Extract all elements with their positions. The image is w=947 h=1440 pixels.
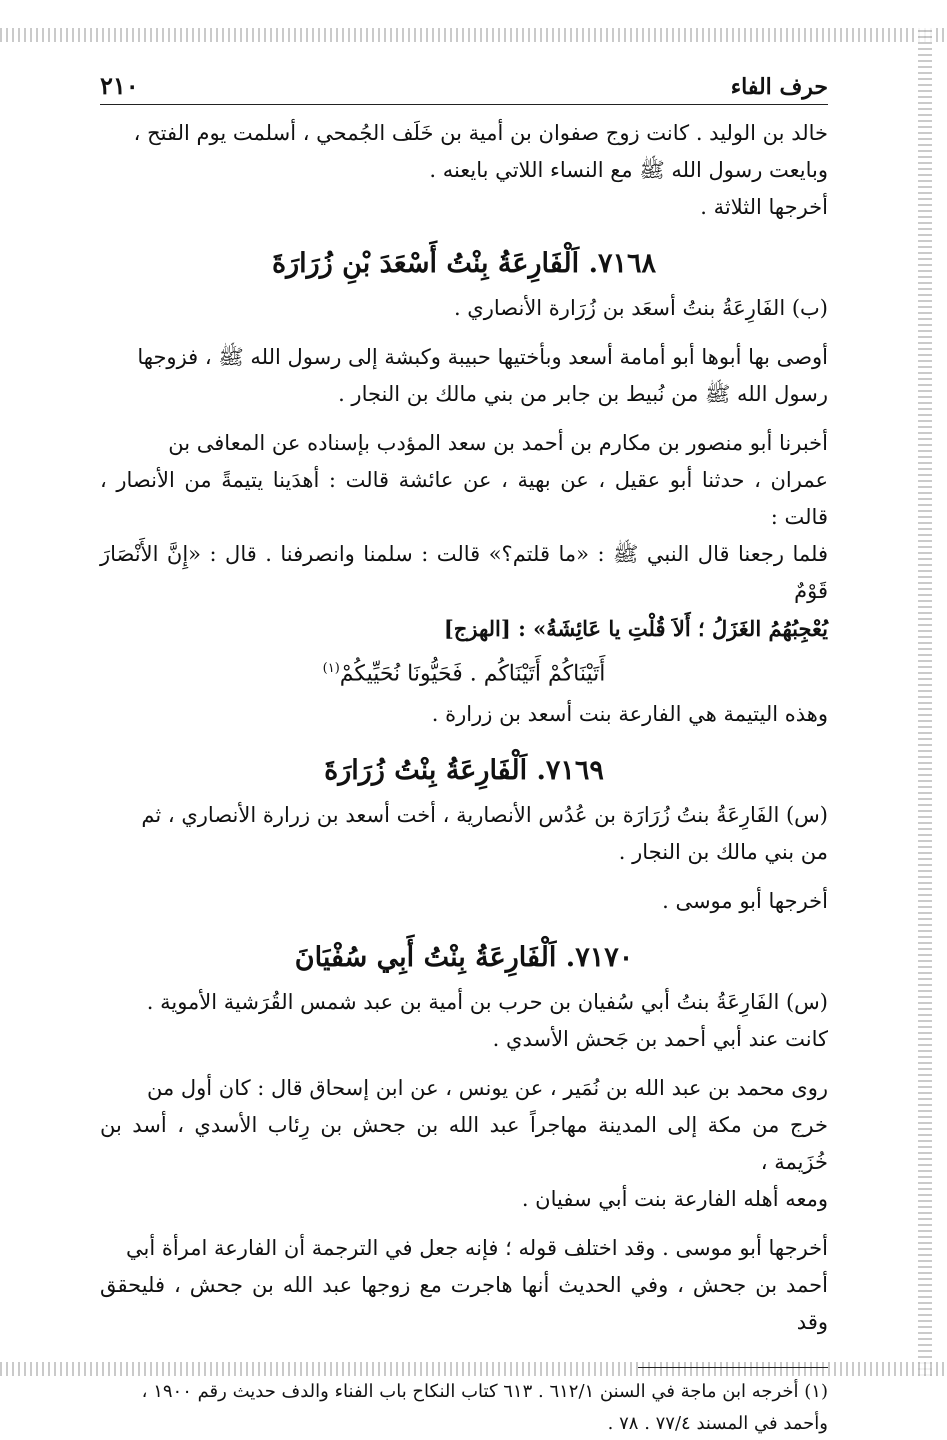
entry-heading: ٧١٦٨. اَلْفَارِعَةُ بِنْتُ أَسْعَدَ بْنِ زُرَارَةَ bbox=[272, 248, 656, 279]
entry-line: من بني مالك بن النجار . bbox=[618, 840, 828, 865]
entry-line: أخرجها أبو موسى . bbox=[662, 889, 828, 914]
running-title: حرف الفاء bbox=[730, 74, 828, 100]
footnote-line: وأحمد في المسند ٧٧/٤ . ٧٨ . bbox=[607, 1413, 828, 1435]
entry-line: وهذه اليتيمة هي الفارعة بنت أسعد بن زرارة . bbox=[431, 702, 828, 727]
page-header bbox=[100, 60, 828, 105]
decorative-border-bottom bbox=[0, 1362, 947, 1376]
footnote-separator bbox=[638, 1367, 828, 1368]
entry-line: خرج من مكة إلى المدينة مهاجراً عبد الله بن جحش بن رِئاب الأسدي ، أسد بن خُزَيمة ، bbox=[100, 1113, 828, 1175]
poem-verse bbox=[100, 649, 828, 694]
entry-line: كانت عند أبي أحمد بن جَحش الأسدي . bbox=[492, 1027, 828, 1052]
entry-line: فلما رجعنا قال النبي ﷺ : «ما قلتم؟» قالت : سلمنا وانصرفنا . قال : «إِنَّ الأَنْصَارَ قَوْمٌ bbox=[100, 542, 828, 603]
entry-line: ومعه أهله الفارعة بنت أبي سفيان . bbox=[521, 1187, 828, 1212]
entry-line: أحمد بن جحش ، وفي الحديث أنها هاجرت مع زوجها عبد الله بن جحش ، فليحقق وقد bbox=[100, 1273, 828, 1335]
entry-line: أوصى بها أبوها أبو أمامة أسعد وبأختيها حبيبة وكبشة إلى رسول الله ﷺ ، فزوجها bbox=[137, 345, 828, 369]
intro-line: خالد بن الوليد . كانت زوج صفوان بن أمية بن خَلَف الجُمحي ، أسلمت يوم الفتح ، bbox=[133, 121, 828, 145]
footnote-marker: (١) bbox=[322, 661, 340, 676]
entry-line: أخبرنا أبو منصور بن مكارم بن أحمد بن سعد المؤدب بإسناده عن المعافى بن bbox=[168, 431, 828, 455]
entry-line: رسول الله ﷺ من نُبيط بن جابر من بني مالك بن النجار . bbox=[338, 382, 828, 406]
entry-line: يُعْجِبُهُمُ الغَزَلُ ؛ أَلاَ قُلْتِ يا عَائِشَةُ» : [الهزج] bbox=[443, 616, 828, 641]
entry-line: (س) الفَارِعَةُ بنتُ زُرَارَة بن عُدُس الأنصارية ، أخت أسعد بن زرارة الأنصاري ، ثم bbox=[141, 803, 828, 828]
poem-text: أَتَيْنَاكُمْ أَتَيْنَاكُم . فَحَيُّونَا نُحَيِّيكُمْ bbox=[339, 661, 606, 687]
page-number: ٢١٠ bbox=[100, 71, 139, 100]
decorative-border-top bbox=[0, 28, 947, 42]
entry-line: (ب) الفَارِعَةُ بنتُ أسعَد بن زُرَارة الأنصاري . bbox=[453, 296, 828, 320]
entry-line: روى محمد بن عبد الله بن نُمَير ، عن يونس ، عن ابن إسحاق قال : كان أول من bbox=[146, 1076, 828, 1101]
intro-line: وبايعت رسول الله ﷺ مع النساء اللاتي بايعنه . bbox=[429, 158, 828, 182]
decorative-border-right bbox=[918, 28, 932, 1376]
entry-heading: ٧١٧٠. اَلْفَارِعَةُ بِنْتُ أَبِي سُفْيَانَ bbox=[294, 942, 634, 974]
intro-line: أخرجها الثلاثة . bbox=[700, 195, 828, 219]
entry-heading: ٧١٦٩. اَلْفَارِعَةُ بِنْتُ زُرَارَةَ bbox=[324, 755, 604, 787]
footnote-line: (١) أخرجه ابن ماجة في السنن ٦١٢/١ . ٦١٣ كتاب النكاح باب الفناء والدف حديث رقم ١٩٠٠ ، bbox=[141, 1381, 828, 1403]
book-page bbox=[100, 60, 828, 1435]
entry-line: (س) الفَارِعَةُ بنتُ أبي سُفيان بن حرب بن أمية بن عبد شمس القُرَشية الأموية . bbox=[146, 990, 828, 1015]
entry-line: أخرجها أبو موسى . وقد اختلف قوله ؛ فإنه جعل في الترجمة أن الفارعة امرأة أبي bbox=[125, 1236, 828, 1261]
entry-line: عمران ، حدثنا أبو عقيل ، عن بهية ، عن عائشة قالت : أهدَينا يتيمةً من الأنصار ، قالت : bbox=[100, 468, 828, 529]
